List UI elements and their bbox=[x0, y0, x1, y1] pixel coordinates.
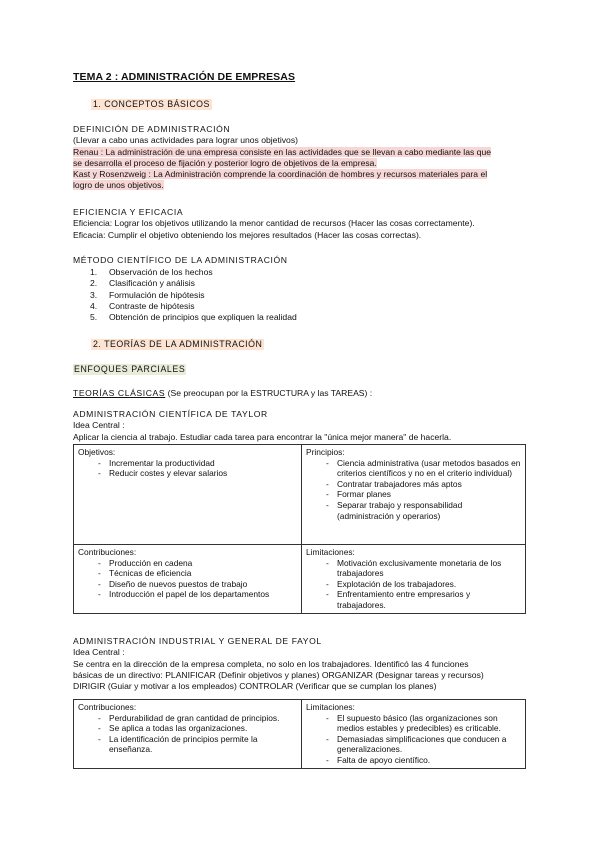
list-item: - Técnicas de eficiencia bbox=[98, 568, 192, 579]
contribuciones-label: Contribuciones: bbox=[78, 547, 137, 557]
taylor-limitaciones-cell bbox=[302, 545, 526, 614]
list-item: 4. Contraste de hipótesis bbox=[90, 300, 195, 311]
section-heading-conceptos: 1. CONCEPTOS BÁSICOS bbox=[93, 99, 210, 109]
list-item: 3. Formulación de hipótesis bbox=[90, 289, 205, 300]
document-title: TEMA 2 : ADMINISTRACIÓN DE EMPRESAS bbox=[73, 71, 296, 83]
fayol-desc-line2: básicas de un directivo: PLANIFICAR (Definir objetivos y planes) ORGANIZAR (Designar tareas y recursos) bbox=[73, 669, 484, 680]
taylor-contribuciones-cell bbox=[74, 545, 302, 614]
list-item: - El supuesto básico (las organizaciones son medios estables y predecibles) es criticable. bbox=[326, 712, 501, 734]
section-heading-teorias: 2. TEORÍAS DE LA ADMINISTRACIÓN bbox=[93, 339, 263, 349]
definicion-heading: DEFINICIÓN DE ADMINISTRACIÓN bbox=[73, 124, 231, 134]
fayol-heading: ADMINISTRACIÓN INDUSTRIAL Y GENERAL DE FAYOL bbox=[73, 636, 322, 646]
list-item: 5. Obtención de principios que expliquen la realidad bbox=[90, 312, 297, 323]
renau-definition-line1: Renau : La administración de una empresa consiste en las actividades que se llevan a cabo mediante las que bbox=[73, 146, 492, 157]
list-item: - Falta de apoyo científico. bbox=[326, 754, 431, 765]
objetivos-label: Objetivos: bbox=[78, 447, 116, 457]
taylor-idea-label: Idea Central : bbox=[73, 420, 125, 431]
teorias-clasicas-label: TEORÍAS CLÁSICAS bbox=[73, 388, 166, 398]
principios-label: Principios: bbox=[306, 447, 345, 457]
metodo-heading: MÉTODO CIENTÍFICO DE LA ADMINISTRACIÓN bbox=[73, 255, 288, 265]
taylor-idea-desc: Aplicar la ciencia al trabajo. Estudiar cada tarea para encontrar la "única mejor manera" de hacerla. bbox=[73, 431, 452, 442]
list-item: - La identificación de principios permite la enseñanza. bbox=[98, 733, 258, 755]
list-item: - Formar planes bbox=[326, 489, 391, 500]
teorias-clasicas-line bbox=[73, 388, 372, 399]
list-item: - Introducción el papel de los departamentos bbox=[98, 589, 270, 600]
fayol-contribuciones-cell bbox=[74, 700, 302, 769]
list-item: - Ciencia administrativa (usar metodos basados en criterios científicos y no en el criterio individual) bbox=[326, 457, 521, 479]
list-item: - Incrementar la productividad bbox=[98, 457, 215, 468]
taylor-block bbox=[73, 409, 533, 443]
list-item: - Motivación exclusivamente monetaria de los trabajadores bbox=[326, 557, 502, 579]
eficiencia-line: Eficiencia: Lograr los objetivos utilizando la menor cantidad de recursos (Hacer las cosas correctamente). bbox=[73, 218, 475, 229]
renau-definition-line2: se desarrolla el proceso de fijación y posterior logro de objetivos de la empresa. bbox=[73, 157, 377, 168]
fayol-desc-line1: Se centra en la dirección de la empresa completa, no solo en los trabajadores. Identificó las 4 funciones bbox=[73, 658, 469, 669]
metodo-list bbox=[90, 267, 297, 323]
list-item: - Separar trabajo y responsabilidad (administración y operarios) bbox=[326, 499, 463, 521]
fayol-limitaciones-cell bbox=[302, 700, 526, 769]
fayol-desc-line3: DIRIGIR (Guiar y motivar a los empleados) CONTROLAR (Verificar que se cumplan los planes) bbox=[73, 681, 437, 692]
kast-definition-line1: Kast y Rosenzweig : La Administración comprende la coordinación de hombres y recursos materiales para el bbox=[73, 169, 488, 180]
list-item: - Se aplica a todas las organizaciones. bbox=[98, 723, 248, 734]
fayol-block bbox=[73, 636, 543, 692]
eficiencia-heading: EFICIENCIA Y EFICACIA bbox=[73, 207, 184, 217]
eficiencia-block bbox=[73, 207, 533, 241]
list-item: - Perdurabilidad de gran cantidad de principios. bbox=[98, 712, 280, 723]
teorias-clasicas-desc: (Se preocupan por la ESTRUCTURA y las TAREAS) : bbox=[165, 388, 373, 398]
metodo-block bbox=[73, 255, 533, 266]
list-item: - Explotación de los trabajadores. bbox=[326, 578, 457, 589]
list-item: - Producción en cadena bbox=[98, 557, 193, 568]
kast-definition-line2: logro de unos objetivos. bbox=[73, 180, 164, 191]
contribuciones-label: Contribuciones: bbox=[78, 702, 137, 712]
definicion-block bbox=[73, 124, 533, 192]
list-item: 2. Clasificación y análisis bbox=[90, 278, 195, 289]
taylor-heading: ADMINISTRACIÓN CIENTÍFICA DE TAYLOR bbox=[73, 409, 268, 419]
taylor-table bbox=[73, 444, 526, 614]
list-item: - Reducir costes y elevar salarios bbox=[98, 468, 228, 479]
limitaciones-label: Limitaciones: bbox=[306, 547, 355, 557]
fayol-table bbox=[73, 699, 526, 769]
limitaciones-label: Limitaciones: bbox=[306, 702, 355, 712]
eficacia-line: Eficacia: Cumplir el objetivo obteniendo los mejores resultados (Hacer las cosas correctas). bbox=[73, 229, 422, 240]
list-item: - Diseño de nuevos puestos de trabajo bbox=[98, 578, 248, 589]
list-item: - Contratar trabajadores más aptos bbox=[326, 478, 462, 489]
fayol-idea-label: Idea Central : bbox=[73, 647, 125, 658]
list-item: - Enfrentamiento entre empresarios y trabajadores. bbox=[326, 589, 471, 610]
definicion-line: (Llevar a cabo unas actividades para lograr unos objetivos) bbox=[73, 135, 298, 146]
list-item: 1. Observación de los hechos bbox=[90, 267, 213, 277]
taylor-principios-cell bbox=[302, 445, 526, 545]
list-item: - Demasiadas simplificaciones que conducen a generalizaciones. bbox=[326, 733, 507, 755]
taylor-objetivos-cell bbox=[74, 445, 302, 545]
enfoques-heading: ENFOQUES PARCIALES bbox=[74, 364, 186, 374]
